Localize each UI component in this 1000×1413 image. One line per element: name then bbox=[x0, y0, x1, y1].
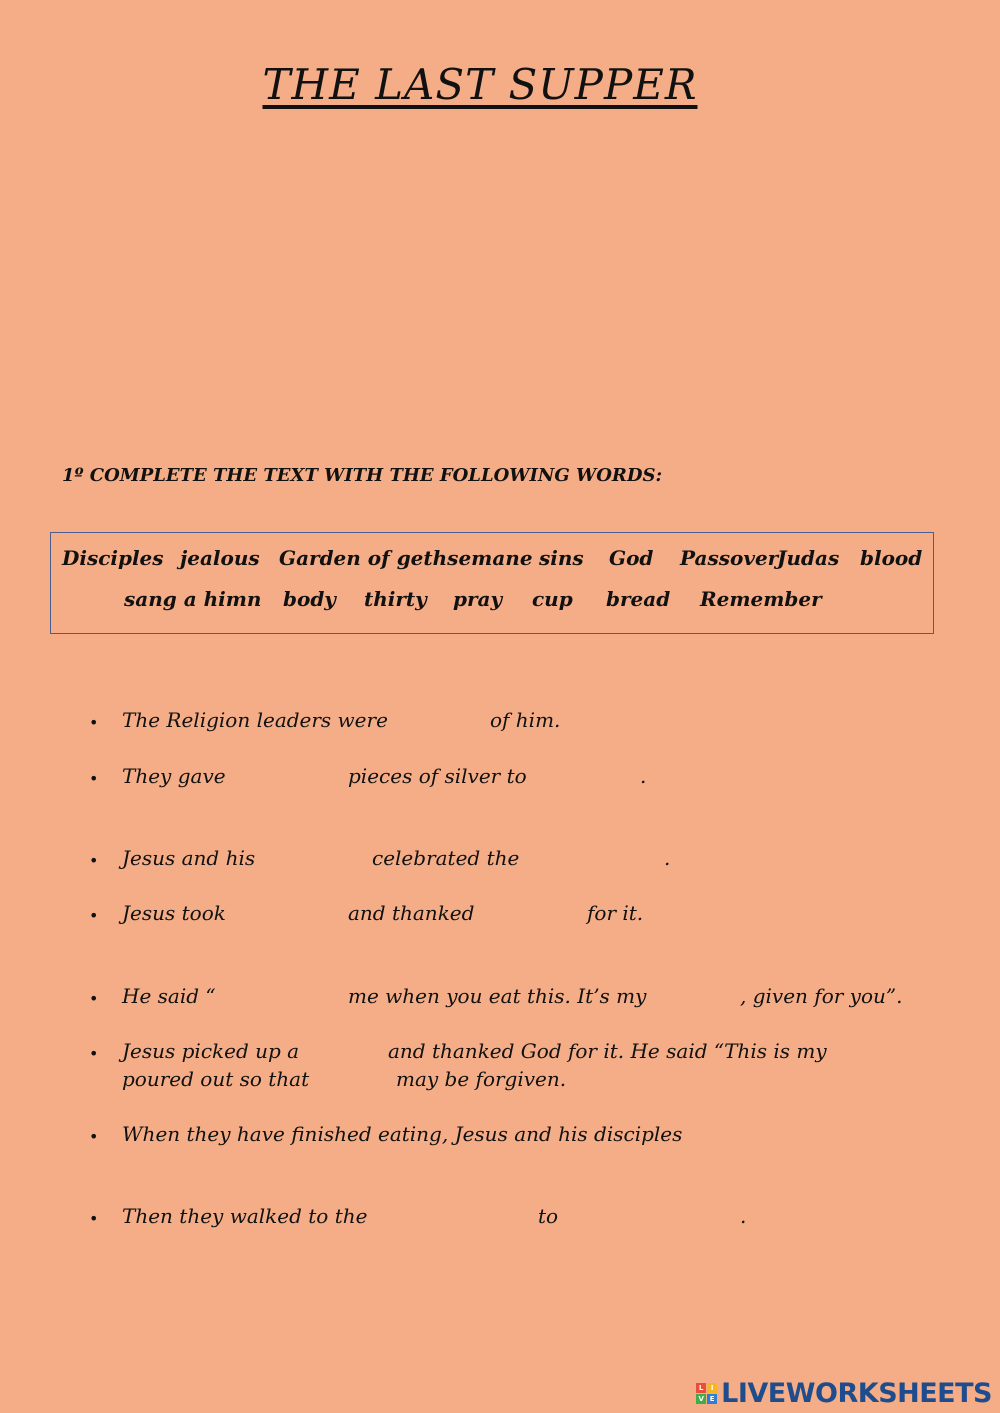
logo-text: LIVEWORKSHEETS bbox=[721, 1377, 992, 1409]
sentence-text: and thanked God for it. He said “This is my bbox=[388, 1039, 827, 1063]
bullet-icon: • bbox=[89, 1127, 99, 1146]
bullet-icon: • bbox=[89, 713, 99, 732]
sentence-text: They gave bbox=[122, 764, 226, 788]
word-bank-item: Passover bbox=[680, 546, 779, 570]
sentence-text: celebrated the bbox=[372, 846, 520, 870]
sentence-text: may be forgiven. bbox=[396, 1067, 567, 1091]
word-bank-item: Garden of gethsemane bbox=[279, 546, 533, 570]
bullet-icon: • bbox=[89, 1209, 99, 1228]
word-bank-item: bread bbox=[606, 587, 671, 611]
sentence-text: me when you eat this. It’s my bbox=[348, 984, 647, 1008]
sentence-text: . bbox=[640, 764, 647, 788]
bullet-icon: • bbox=[89, 989, 99, 1008]
sentence-text: , given for you”. bbox=[740, 984, 903, 1008]
sentence-text: pieces of silver to bbox=[348, 764, 527, 788]
word-bank-item: jealous bbox=[180, 546, 260, 570]
sentence-text: Jesus and his bbox=[122, 846, 256, 870]
bullet-icon: • bbox=[89, 1044, 99, 1063]
instruction-heading: 1º COMPLETE THE TEXT WITH THE FOLLOWING WORDS: bbox=[62, 465, 663, 486]
bullet-icon: • bbox=[89, 906, 99, 925]
word-bank-item: Judas bbox=[777, 546, 840, 570]
sentence-text: Jesus took bbox=[122, 901, 226, 925]
word-bank-item: sins bbox=[539, 546, 584, 570]
sentence-text: . bbox=[740, 1204, 747, 1228]
word-bank-item: pray bbox=[453, 587, 503, 611]
sentence-text: Then they walked to the bbox=[122, 1204, 368, 1228]
sentence-text: The Religion leaders were bbox=[122, 708, 388, 732]
sentence-text: of him. bbox=[490, 708, 561, 732]
sentence-text: and thanked bbox=[348, 901, 475, 925]
sentence-text: to bbox=[538, 1204, 559, 1228]
word-bank-item: cup bbox=[532, 587, 573, 611]
word-bank-item: blood bbox=[860, 546, 923, 570]
liveworksheets-logo bbox=[696, 1376, 992, 1410]
sentence-text: poured out so that bbox=[122, 1067, 310, 1091]
page-title: THE LAST SUPPER bbox=[262, 60, 698, 109]
sentence-text: When they have finished eating, Jesus and his disciples bbox=[122, 1122, 683, 1146]
word-bank-item: Disciples bbox=[62, 546, 164, 570]
bullet-icon: • bbox=[89, 769, 99, 788]
liveworksheets-logo-icon: L I V E bbox=[696, 1383, 717, 1404]
sentence-text: . bbox=[664, 846, 671, 870]
sentence-text: for it. bbox=[587, 901, 644, 925]
sentence-text: He said “ bbox=[122, 984, 216, 1008]
word-bank-item: sang a himn bbox=[124, 587, 262, 611]
sentence-text: Jesus picked up a bbox=[122, 1039, 300, 1063]
bullet-icon: • bbox=[89, 851, 99, 870]
word-bank-item: body bbox=[283, 587, 336, 611]
word-bank-item: God bbox=[609, 546, 654, 570]
word-bank-item: thirty bbox=[364, 587, 427, 611]
word-bank-item: Remember bbox=[700, 587, 822, 611]
